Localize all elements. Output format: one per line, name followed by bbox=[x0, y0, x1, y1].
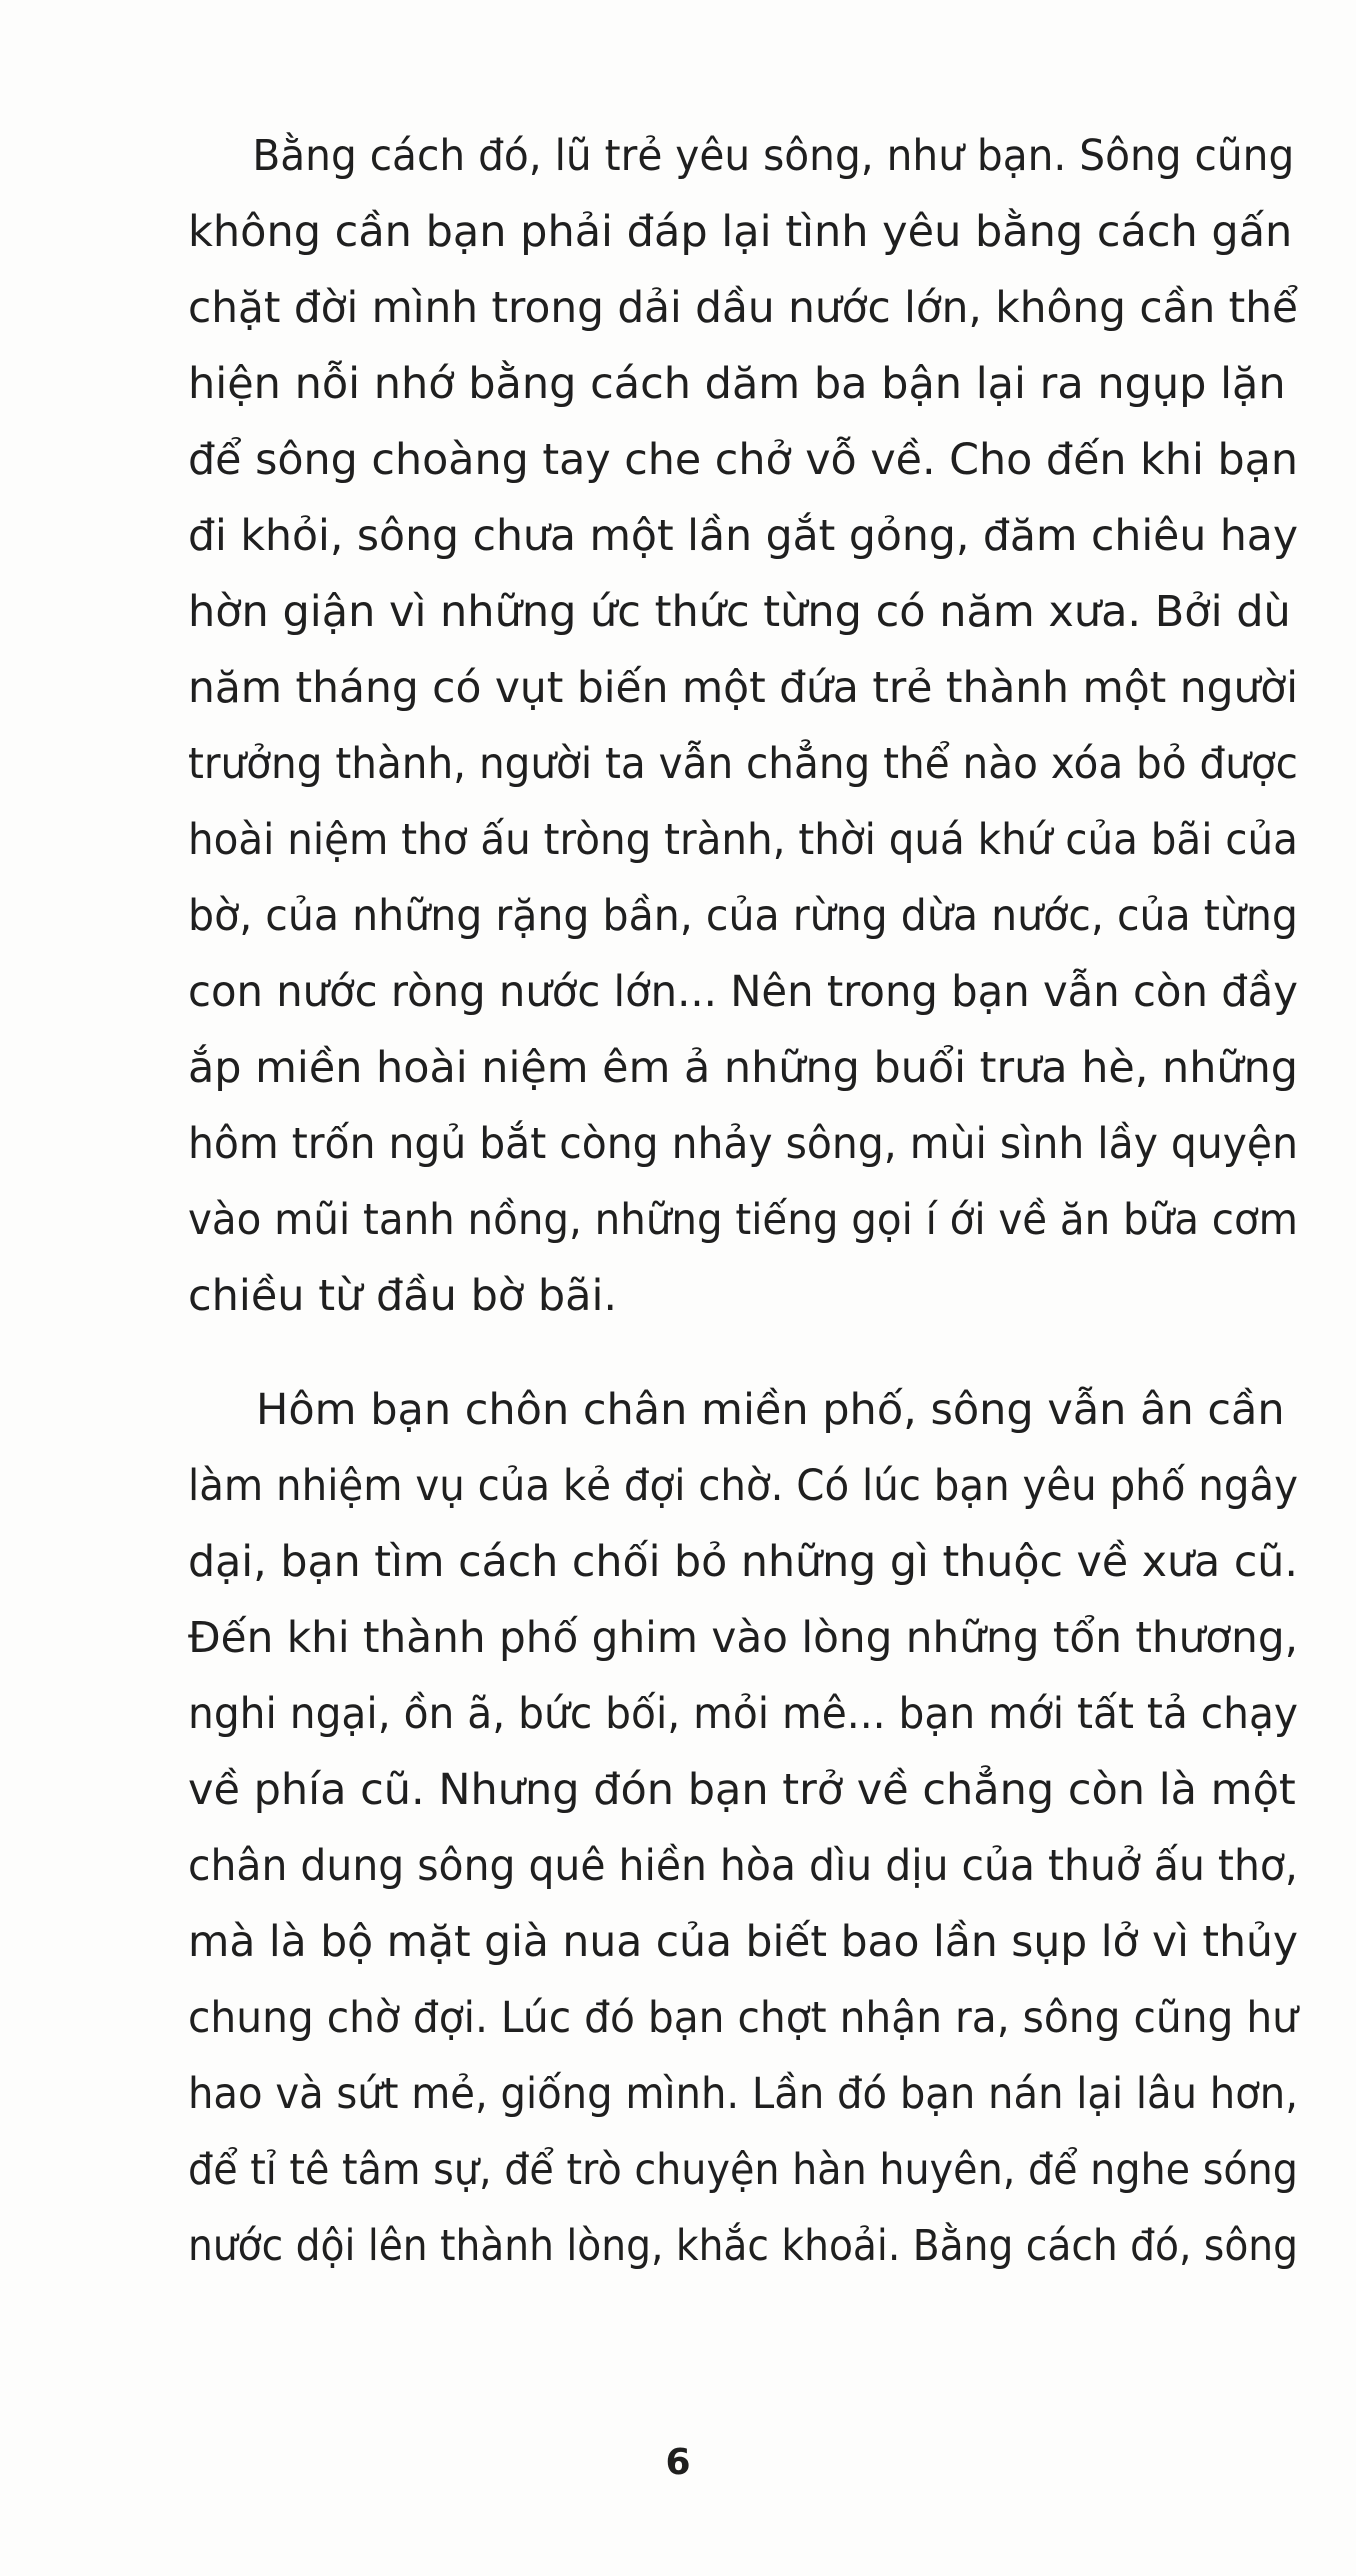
text-line: Đến khi thành phố ghim vào lòng những tổn thương, bbox=[188, 1613, 1299, 1663]
text-line: hiện nỗi nhớ bằng cách dăm ba bận lại ra ngụp lặn bbox=[188, 359, 1286, 409]
text-line: con nước ròng nước lớn... Nên trong bạn vẫn còn đầy bbox=[188, 967, 1298, 1017]
text-line: trưởng thành, người ta vẫn chẳng thể nào xóa bỏ được bbox=[188, 739, 1298, 789]
text-line: nước dội lên thành lòng, khắc khoải. Bằng cách đó, sông bbox=[188, 2221, 1299, 2271]
text-line: bờ, của những rặng bần, của rừng dừa nước, của từng bbox=[188, 891, 1299, 941]
text-line: chung chờ đợi. Lúc đó bạn chợt nhận ra, sông cũng hư bbox=[188, 1993, 1299, 2043]
text-line: để tỉ tê tâm sự, để trò chuyện hàn huyên, để nghe sóng bbox=[188, 2145, 1299, 2195]
text-line: vào mũi tanh nồng, những tiếng gọi í ới về ăn bữa cơm bbox=[188, 1195, 1298, 1245]
text-line: chặt đời mình trong dải dầu nước lớn, không cần thể bbox=[188, 283, 1298, 333]
text-line: làm nhiệm vụ của kẻ đợi chờ. Có lúc bạn yêu phố ngây bbox=[188, 1461, 1299, 1511]
paragraph-spacer bbox=[188, 1334, 1298, 1372]
text-line: hờn giận vì những ức thức từng có năm xưa. Bởi dù bbox=[188, 587, 1291, 637]
paragraph-1 bbox=[188, 118, 1298, 1334]
text-line: ắp miền hoài niệm êm ả những buổi trưa hè, những bbox=[188, 1043, 1299, 1093]
text-line: Bằng cách đó, lũ trẻ yêu sông, như bạn. Sông cũng bbox=[252, 131, 1295, 181]
text-line: không cần bạn phải đáp lại tình yêu bằng cách gấn bbox=[188, 207, 1293, 257]
text-line: Hôm bạn chôn chân miền phố, sông vẫn ân cần bbox=[256, 1385, 1285, 1435]
text-line: năm tháng có vụt biến một đứa trẻ thành một người bbox=[188, 663, 1298, 713]
text-line: về phía cũ. Nhưng đón bạn trở về chẳng còn là một bbox=[188, 1765, 1296, 1815]
text-line: nghi ngại, ồn ã, bức bối, mỏi mê... bạn mới tất tả chạy bbox=[188, 1689, 1299, 1739]
text-line: dại, bạn tìm cách chối bỏ những gì thuộc về xưa cũ. bbox=[188, 1537, 1298, 1587]
text-line: để sông choàng tay che chở vỗ về. Cho đến khi bạn bbox=[188, 435, 1299, 485]
text-line: đi khỏi, sông chưa một lần gắt gỏng, đăm chiêu hay bbox=[188, 511, 1299, 561]
text-line: hoài niệm thơ ấu tròng trành, thời quá khứ của bãi của bbox=[188, 815, 1298, 865]
text-line: hao và sứt mẻ, giống mình. Lần đó bạn nán lại lâu hơn, bbox=[188, 2069, 1298, 2119]
text-line: chân dung sông quê hiền hòa dìu dịu của thuở ấu thơ, bbox=[188, 1841, 1298, 1891]
body-text bbox=[188, 118, 1298, 2284]
paragraph-2 bbox=[188, 1372, 1298, 2284]
text-line: chiều từ đầu bờ bãi. bbox=[188, 1271, 618, 1321]
text-line: mà là bộ mặt già nua của biết bao lần sụp lở vì thủy bbox=[188, 1917, 1299, 1967]
text-line: hôm trốn ngủ bắt còng nhảy sông, mùi sình lầy quyện bbox=[188, 1119, 1298, 1169]
page-number: 6 bbox=[665, 2442, 691, 2483]
